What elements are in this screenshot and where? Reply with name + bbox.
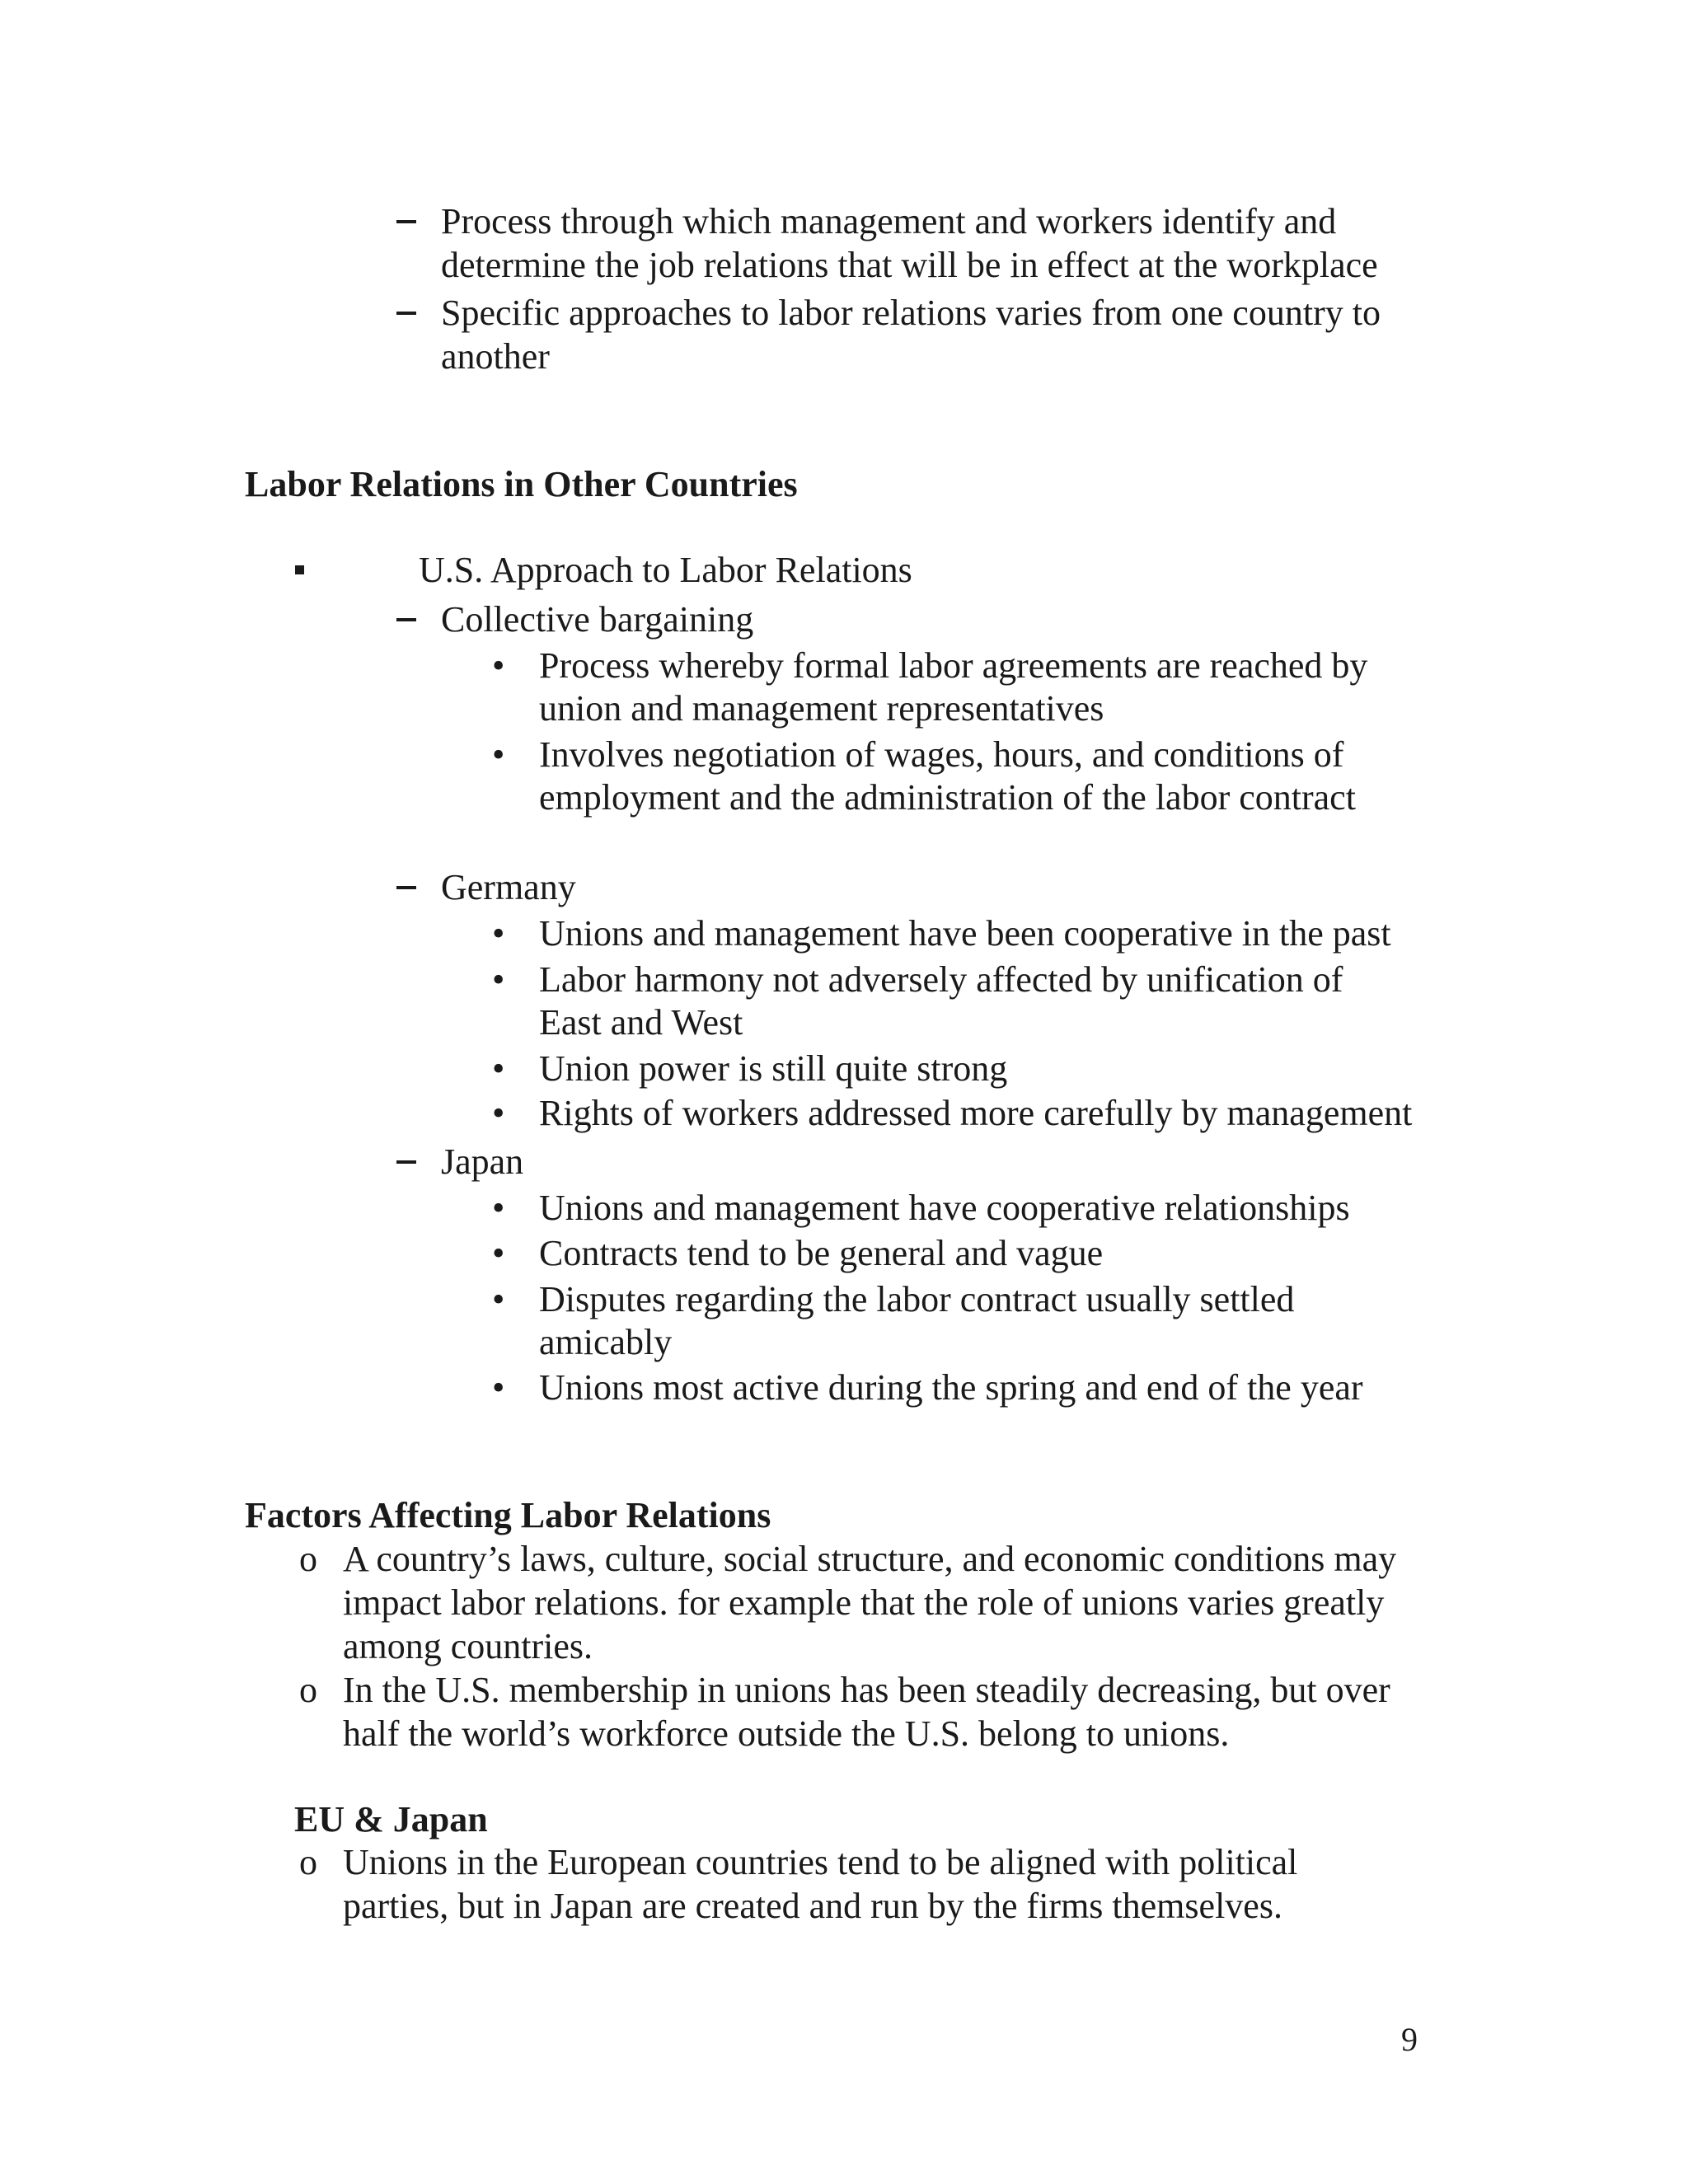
intro-item-1-line-2: determine the job relations that will be in effect at the workplace [441,245,1378,285]
circle-bullet-icon: o [299,1539,317,1579]
factors-item-1-line-2: impact labor relations. for example that the role of unions varies greatly [343,1582,1385,1623]
collective-bullet-1-line-1: Process whereby formal labor agreements are reached by [539,645,1368,686]
japan-bullet-4: Unions most active during the spring and end of the year [539,1367,1363,1408]
bullet-dot: • [492,1233,505,1273]
japan-label: Japan [441,1141,524,1182]
factors-item-2-line-2: half the world’s workforce outside the U.S. belong to unions. [343,1713,1230,1754]
collective-bullet-2-line-1: Involves negotiation of wages, hours, and conditions of [539,734,1344,775]
japan-bullet-3-line-2: amicably [539,1322,673,1362]
germany-bullet-3: Union power is still quite strong [539,1048,1008,1089]
dash-marker [396,220,416,223]
us-approach-heading: U.S. Approach to Labor Relations [419,550,912,590]
bullet-dot: • [492,913,505,954]
bullet-dot: • [492,645,505,686]
collective-bullet-1-line-2: union and management representatives [539,688,1104,729]
germany-label: Germany [441,867,576,907]
bullet-dot: • [492,1188,505,1228]
bullet-dot: • [492,1093,505,1133]
bullet-dot: • [492,959,505,1000]
bullet-dot: • [492,1279,505,1319]
circle-bullet-icon: o [299,1670,317,1710]
japan-bullet-1: Unions and management have cooperative relationships [539,1188,1350,1228]
section-heading-labor-relations-other-countries: Labor Relations in Other Countries [245,464,798,504]
germany-bullet-2-line-2: East and West [539,1002,743,1043]
circle-bullet-icon: o [299,1842,317,1882]
dash-marker [396,618,416,621]
dash-marker [396,886,416,889]
bullet-dot: • [492,734,505,775]
dash-marker [396,312,416,315]
japan-bullet-3-line-1: Disputes regarding the labor contract usually settled [539,1279,1295,1319]
factors-item-1-line-3: among countries. [343,1626,593,1666]
intro-item-1-line-1: Process through which management and workers identify and [441,201,1337,241]
germany-bullet-2-line-1: Labor harmony not adversely affected by unification of [539,959,1343,1000]
section-heading-factors-affecting-labor-relations: Factors Affecting Labor Relations [245,1495,771,1535]
germany-bullet-1: Unions and management have been cooperative in the past [539,913,1391,954]
square-bullet-icon [295,565,304,574]
collective-bullet-2-line-2: employment and the administration of the labor contract [539,777,1356,818]
dash-marker [396,1160,416,1164]
eu-japan-item-1-line-2: parties, but in Japan are created and run by the firms themselves. [343,1886,1282,1926]
bullet-dot: • [492,1367,505,1408]
germany-bullet-4: Rights of workers addressed more carefully by management [539,1093,1413,1133]
collective-bargaining-label: Collective bargaining [441,599,754,640]
eu-japan-item-1-line-1: Unions in the European countries tend to be aligned with political [343,1842,1298,1882]
page-number: 9 [1401,2021,1418,2058]
bullet-dot: • [492,1048,505,1089]
japan-bullet-2: Contracts tend to be general and vague [539,1233,1104,1273]
factors-item-1-line-1: A country’s laws, culture, social structure, and economic conditions may [343,1539,1397,1579]
section-heading-eu-japan: EU & Japan [294,1799,488,1840]
intro-item-2-line-1: Specific approaches to labor relations varies from one country to [441,293,1381,333]
factors-item-2-line-1: In the U.S. membership in unions has been steadily decreasing, but over [343,1670,1390,1710]
intro-item-2-line-2: another [441,336,550,377]
